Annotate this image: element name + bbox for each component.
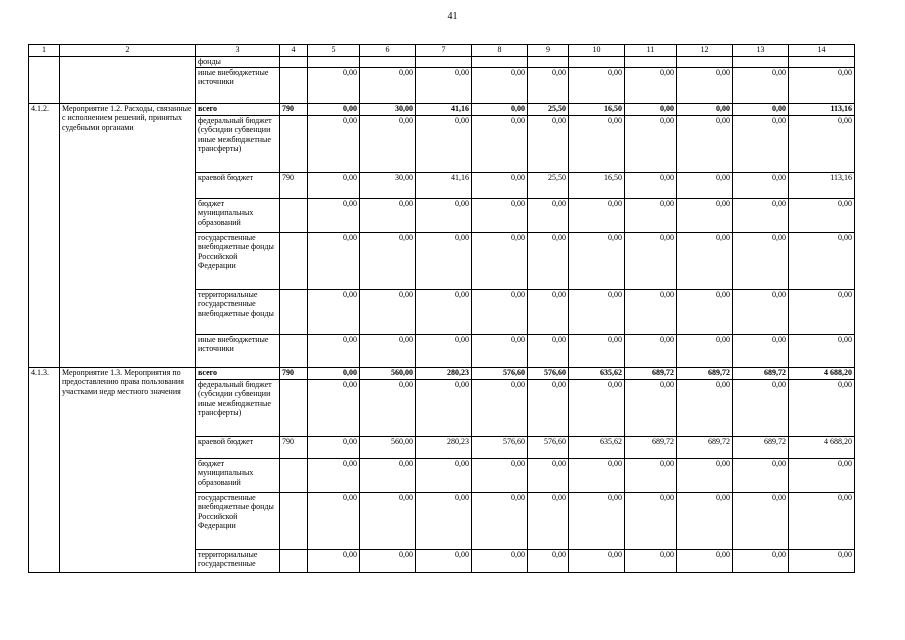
value-cell: 0,00 — [308, 115, 360, 172]
value-cell: 113,16 — [789, 172, 855, 198]
value-cell: 0,00 — [360, 492, 416, 549]
budget-code: 790 — [280, 103, 308, 115]
value-cell: 0,00 — [625, 232, 677, 289]
value-cell: 0,00 — [569, 198, 625, 232]
value-cell: 0,00 — [308, 334, 360, 367]
value-cell: 0,00 — [789, 549, 855, 572]
value-cell: 0,00 — [733, 549, 789, 572]
value-cell: 0,00 — [733, 458, 789, 492]
value-cell: 0,00 — [789, 334, 855, 367]
value-cell: 16,50 — [569, 172, 625, 198]
value-cell: 0,00 — [360, 549, 416, 572]
value-cell: 0,00 — [472, 549, 528, 572]
value-cell: 16,50 — [569, 103, 625, 115]
section-number: 4.1.2. — [29, 103, 60, 367]
value-cell: 0,00 — [360, 198, 416, 232]
value-cell: 0,00 — [569, 492, 625, 549]
value-cell: 0,00 — [677, 103, 733, 115]
value-cell: 0,00 — [789, 379, 855, 436]
budget-table — [28, 44, 855, 573]
value-cell: 280,23 — [416, 436, 472, 458]
value-cell: 0,00 — [789, 458, 855, 492]
funding-source: фонды — [196, 57, 280, 68]
value-cell: 0,00 — [569, 67, 625, 103]
value-cell: 0,00 — [308, 103, 360, 115]
value-cell: 689,72 — [733, 367, 789, 379]
value-cell: 0,00 — [528, 458, 569, 492]
value-cell: 0,00 — [677, 198, 733, 232]
column-header: 5 — [308, 45, 360, 57]
funding-source: всего — [196, 103, 280, 115]
value-cell: 0,00 — [308, 67, 360, 103]
value-cell: 0,00 — [733, 379, 789, 436]
value-cell: 0,00 — [528, 232, 569, 289]
value-cell: 0,00 — [308, 289, 360, 334]
funding-source: бюджет муниципальных образований — [196, 458, 280, 492]
value-cell — [360, 57, 416, 68]
value-cell: 0,00 — [625, 198, 677, 232]
value-cell: 0,00 — [677, 115, 733, 172]
section-number: 4.1.3. — [29, 367, 60, 572]
value-cell: 0,00 — [360, 67, 416, 103]
value-cell: 113,16 — [789, 103, 855, 115]
budget-code — [280, 549, 308, 572]
value-cell — [625, 57, 677, 68]
value-cell: 0,00 — [528, 115, 569, 172]
value-cell: 689,72 — [625, 367, 677, 379]
value-cell: 4 688,20 — [789, 436, 855, 458]
value-cell: 0,00 — [308, 172, 360, 198]
value-cell: 0,00 — [528, 198, 569, 232]
value-cell: 0,00 — [677, 458, 733, 492]
value-cell: 0,00 — [308, 367, 360, 379]
value-cell: 0,00 — [625, 115, 677, 172]
value-cell: 0,00 — [528, 492, 569, 549]
column-header: 11 — [625, 45, 677, 57]
value-cell: 0,00 — [733, 492, 789, 549]
value-cell: 0,00 — [416, 549, 472, 572]
value-cell: 0,00 — [625, 379, 677, 436]
value-cell: 0,00 — [733, 115, 789, 172]
value-cell: 560,00 — [360, 436, 416, 458]
value-cell: 0,00 — [677, 289, 733, 334]
value-cell: 0,00 — [416, 458, 472, 492]
budget-code: 790 — [280, 436, 308, 458]
value-cell: 4 688,20 — [789, 367, 855, 379]
value-cell: 0,00 — [416, 67, 472, 103]
budget-code — [280, 232, 308, 289]
value-cell: 0,00 — [308, 198, 360, 232]
column-header: 14 — [789, 45, 855, 57]
value-cell: 0,00 — [360, 334, 416, 367]
funding-source: бюджет муниципальных образований — [196, 198, 280, 232]
value-cell: 280,23 — [416, 367, 472, 379]
budget-code — [280, 379, 308, 436]
value-cell: 0,00 — [472, 198, 528, 232]
value-cell — [569, 57, 625, 68]
budget-code — [280, 289, 308, 334]
value-cell: 0,00 — [308, 379, 360, 436]
value-cell: 560,00 — [360, 367, 416, 379]
funding-source: иные внебюджетные источники — [196, 334, 280, 367]
budget-code — [280, 492, 308, 549]
value-cell: 0,00 — [360, 289, 416, 334]
page-number: 41 — [447, 11, 458, 22]
table-row — [29, 57, 855, 68]
value-cell: 0,00 — [789, 289, 855, 334]
value-cell: 576,60 — [528, 367, 569, 379]
column-header: 4 — [280, 45, 308, 57]
value-cell: 0,00 — [789, 67, 855, 103]
value-cell: 635,62 — [569, 436, 625, 458]
value-cell: 689,72 — [677, 367, 733, 379]
value-cell: 635,62 — [569, 367, 625, 379]
value-cell: 0,00 — [625, 458, 677, 492]
value-cell: 0,00 — [528, 549, 569, 572]
value-cell — [733, 57, 789, 68]
value-cell: 0,00 — [733, 232, 789, 289]
value-cell: 0,00 — [416, 232, 472, 289]
value-cell: 0,00 — [472, 115, 528, 172]
funding-source: государственные внебюджетные фонды Российской Федерации — [196, 232, 280, 289]
funding-source: федеральный бюджет (субсидии субвенции иные межбюджетные трансферты) — [196, 379, 280, 436]
value-cell: 0,00 — [677, 379, 733, 436]
value-cell: 0,00 — [569, 549, 625, 572]
funding-source: территориальные государственные — [196, 549, 280, 572]
value-cell: 0,00 — [416, 289, 472, 334]
value-cell: 0,00 — [360, 458, 416, 492]
value-cell: 0,00 — [416, 115, 472, 172]
value-cell: 0,00 — [677, 67, 733, 103]
value-cell: 0,00 — [472, 103, 528, 115]
column-header: 7 — [416, 45, 472, 57]
column-header: 8 — [472, 45, 528, 57]
budget-code — [280, 67, 308, 103]
value-cell: 576,60 — [472, 367, 528, 379]
budget-code: 790 — [280, 367, 308, 379]
value-cell: 689,72 — [677, 436, 733, 458]
column-header: 12 — [677, 45, 733, 57]
value-cell: 30,00 — [360, 172, 416, 198]
column-header: 6 — [360, 45, 416, 57]
value-cell: 0,00 — [733, 67, 789, 103]
value-cell: 0,00 — [472, 232, 528, 289]
value-cell: 576,60 — [472, 436, 528, 458]
value-cell: 0,00 — [733, 198, 789, 232]
value-cell: 25,50 — [528, 172, 569, 198]
value-cell: 0,00 — [625, 172, 677, 198]
funding-source: федеральный бюджет (субсидии субвенции иные межбюджетные трансферты) — [196, 115, 280, 172]
value-cell: 0,00 — [677, 549, 733, 572]
funding-source: краевой бюджет — [196, 172, 280, 198]
column-header: 9 — [528, 45, 569, 57]
value-cell: 0,00 — [472, 492, 528, 549]
value-cell — [789, 57, 855, 68]
value-cell: 0,00 — [625, 289, 677, 334]
budget-code — [280, 458, 308, 492]
value-cell: 0,00 — [625, 492, 677, 549]
value-cell: 0,00 — [308, 458, 360, 492]
value-cell: 689,72 — [625, 436, 677, 458]
value-cell: 0,00 — [569, 115, 625, 172]
value-cell: 0,00 — [416, 334, 472, 367]
value-cell: 0,00 — [416, 198, 472, 232]
value-cell: 0,00 — [733, 103, 789, 115]
value-cell: 0,00 — [360, 232, 416, 289]
table-row — [29, 103, 855, 115]
table-row — [29, 367, 855, 379]
budget-code — [280, 57, 308, 68]
value-cell: 0,00 — [308, 232, 360, 289]
value-cell: 41,16 — [416, 103, 472, 115]
column-header: 13 — [733, 45, 789, 57]
value-cell: 0,00 — [308, 549, 360, 572]
value-cell: 0,00 — [528, 379, 569, 436]
value-cell: 689,72 — [733, 436, 789, 458]
funding-source: краевой бюджет — [196, 436, 280, 458]
value-cell: 25,50 — [528, 103, 569, 115]
value-cell: 0,00 — [569, 379, 625, 436]
value-cell: 0,00 — [472, 289, 528, 334]
value-cell: 576,60 — [528, 436, 569, 458]
value-cell: 0,00 — [625, 103, 677, 115]
value-cell: 0,00 — [625, 67, 677, 103]
value-cell: 0,00 — [625, 334, 677, 367]
value-cell: 0,00 — [308, 492, 360, 549]
value-cell — [416, 57, 472, 68]
budget-code — [280, 198, 308, 232]
value-cell: 0,00 — [789, 115, 855, 172]
value-cell — [308, 57, 360, 68]
value-cell: 0,00 — [416, 492, 472, 549]
value-cell — [472, 57, 528, 68]
cont-name-cell — [60, 57, 196, 104]
value-cell: 0,00 — [789, 198, 855, 232]
funding-source: всего — [196, 367, 280, 379]
value-cell: 0,00 — [472, 379, 528, 436]
column-header: 3 — [196, 45, 280, 57]
value-cell: 30,00 — [360, 103, 416, 115]
value-cell: 0,00 — [472, 67, 528, 103]
budget-code — [280, 115, 308, 172]
value-cell: 0,00 — [677, 334, 733, 367]
value-cell: 0,00 — [416, 379, 472, 436]
measure-name: Мероприятие 1.2. Расходы, связанные с исполнением решений, принятых судебными органами — [60, 103, 196, 367]
value-cell: 0,00 — [528, 289, 569, 334]
value-cell: 0,00 — [569, 289, 625, 334]
value-cell: 0,00 — [569, 334, 625, 367]
column-header: 2 — [60, 45, 196, 57]
value-cell: 0,00 — [789, 492, 855, 549]
value-cell: 0,00 — [360, 379, 416, 436]
value-cell: 0,00 — [472, 172, 528, 198]
value-cell: 0,00 — [677, 232, 733, 289]
cont-num-cell — [29, 57, 60, 104]
table-header-row — [29, 45, 855, 57]
value-cell: 0,00 — [569, 458, 625, 492]
value-cell: 0,00 — [360, 115, 416, 172]
measure-name: Мероприятие 1.3. Мероприятия по предоставлению права пользования участками недр местного значения — [60, 367, 196, 572]
column-header: 1 — [29, 45, 60, 57]
value-cell: 0,00 — [733, 334, 789, 367]
budget-code: 790 — [280, 172, 308, 198]
budget-code — [280, 334, 308, 367]
value-cell: 0,00 — [625, 549, 677, 572]
value-cell: 0,00 — [528, 334, 569, 367]
value-cell: 0,00 — [677, 172, 733, 198]
value-cell: 0,00 — [528, 67, 569, 103]
value-cell: 0,00 — [569, 232, 625, 289]
value-cell: 0,00 — [308, 436, 360, 458]
value-cell: 0,00 — [733, 289, 789, 334]
value-cell: 41,16 — [416, 172, 472, 198]
value-cell: 0,00 — [789, 232, 855, 289]
funding-source: государственные внебюджетные фонды Российской Федерации — [196, 492, 280, 549]
value-cell — [528, 57, 569, 68]
value-cell: 0,00 — [733, 172, 789, 198]
funding-source: иные внебюджетные источники — [196, 67, 280, 103]
funding-source: территориальные государственные внебюджетные фонды — [196, 289, 280, 334]
value-cell: 0,00 — [472, 458, 528, 492]
value-cell — [677, 57, 733, 68]
column-header: 10 — [569, 45, 625, 57]
value-cell: 0,00 — [472, 334, 528, 367]
value-cell: 0,00 — [677, 492, 733, 549]
